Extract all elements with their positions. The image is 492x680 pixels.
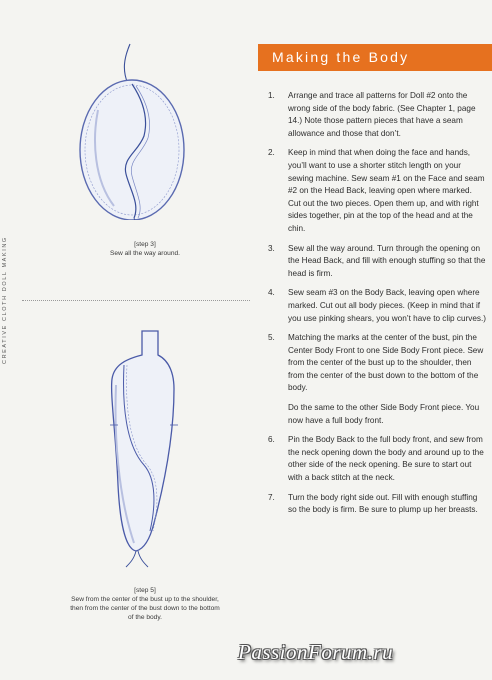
step-text: Turn the body right side out. Fill with enough stuffing so the body is firm. Be sure to plump up her breasts. bbox=[288, 492, 478, 515]
step-item bbox=[268, 332, 486, 427]
caption-text: Sew all the way around. bbox=[109, 250, 180, 257]
step-number: 7. bbox=[268, 492, 275, 502]
caption-step-5 bbox=[70, 586, 220, 622]
step-item bbox=[268, 90, 486, 140]
caption-tag: [step 3] bbox=[134, 241, 156, 248]
step-text: Pin the Body Back to the full body front, and sew from the neck opening down the body and around up to the other side of the neck opening. Be sure to start out with a back stitch at the neck. bbox=[288, 435, 484, 483]
body-illustration bbox=[100, 325, 190, 570]
step-text: Arrange and trace all patterns for Doll #2 onto the wrong side of the body fabric. (See Chapter 1, page 14.) Note those pattern pieces that have a seam allowance and those that don’t. bbox=[288, 91, 476, 138]
step-text: Matching the marks at the center of the bust, pin the Center Body Front to one Side Body Front piece. Sew from the center of the bust up to the shoulder, then from the center of the bust down to the bottom of the body. bbox=[288, 333, 484, 393]
step-text: Sew all the way around. Turn through the opening on the Head Back, and fill with enough stuffing so that the head is firm. bbox=[288, 243, 486, 278]
figure-step-5 bbox=[100, 325, 190, 570]
head-illustration bbox=[78, 40, 188, 220]
step-item bbox=[268, 287, 486, 325]
step-text: Do the same to the other Side Body Front piece. You now have a full body front. bbox=[288, 403, 480, 425]
step-text: Keep in mind that when doing the face and hands, you’ll want to use a shorter stitch length on your sewing machine. Sew seam #1 on the Face and seam #2 on the Head Back, leaving open where marked. Cut out the two pieces. Open them up, and with right sides together, pin at the top of the head and at the chin. bbox=[288, 148, 485, 233]
steps-list bbox=[268, 90, 486, 524]
section-banner bbox=[258, 44, 492, 71]
caption-tag: [step 5] bbox=[134, 587, 156, 594]
caption-text: Sew from the center of the bust up to the shoulder, then from the center of the bust down to the bottom of the body. bbox=[70, 596, 220, 621]
step-number: 4. bbox=[268, 288, 275, 298]
step-item bbox=[268, 434, 486, 484]
step-item bbox=[268, 492, 486, 517]
step-number: 2. bbox=[268, 148, 275, 158]
step-text: Sew seam #3 on the Body Back, leaving open where marked. Cut out all body pieces. (Keep in mind that if you use pinking shears, you won’t have to clip curves.) bbox=[288, 288, 486, 323]
watermark: PassionForum.ru bbox=[238, 640, 394, 664]
figure-divider bbox=[22, 300, 250, 301]
step-item bbox=[268, 243, 486, 281]
figure-step-3 bbox=[78, 40, 188, 220]
running-head: CREATIVE CLOTH DOLL MAKING bbox=[2, 236, 8, 364]
step-number: 1. bbox=[268, 91, 275, 100]
step-number: 6. bbox=[268, 435, 275, 445]
step-item bbox=[268, 147, 486, 235]
step-number: 3. bbox=[268, 243, 275, 253]
section-title: Making the Body bbox=[272, 49, 410, 65]
step-number: 5. bbox=[268, 333, 275, 343]
caption-step-3 bbox=[90, 240, 200, 258]
